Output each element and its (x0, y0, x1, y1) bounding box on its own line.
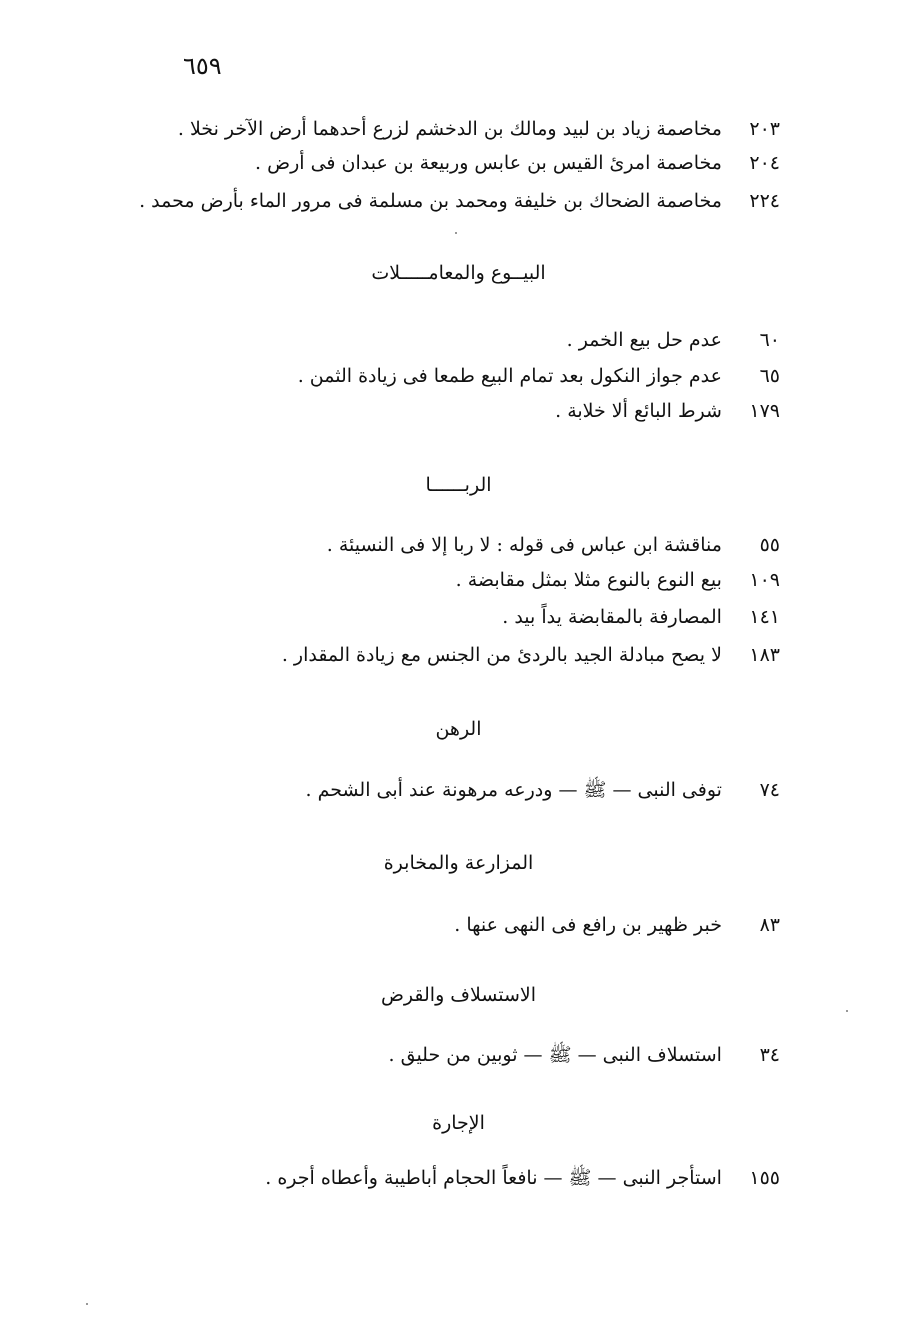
entry-number: ١٧٩ (749, 400, 780, 422)
index-entry (327, 530, 780, 560)
index-entry (178, 114, 780, 144)
entry-text: لا يصح مبادلة الجيد بالردئ من الجنس مع زيادة المقدار . (281, 644, 722, 666)
entry-number: ٥٥ (759, 534, 780, 556)
index-entry (265, 1163, 780, 1193)
entry-text: شرط البائع ألا خلابة . (555, 400, 722, 422)
index-entry (389, 1040, 780, 1070)
scan-speck (846, 1010, 848, 1012)
index-entry (255, 148, 780, 178)
scan-speck (86, 1303, 88, 1305)
section-heading-hire: الإجارة (432, 1112, 485, 1134)
entry-text: خبر ظهير بن رافع فى النهى عنها . (454, 914, 722, 936)
section-heading-sales: البيــوع والمعامـــــلات (371, 262, 546, 284)
entry-number: ٣٤ (759, 1044, 780, 1066)
entry-text: عدم حل بيع الخمر . (566, 329, 722, 351)
entry-number: ٢٠٣ (749, 118, 780, 140)
index-entry (454, 910, 780, 940)
entry-text: مخاصمة زياد بن لبيد ومالك بن الدخشم لزرع أحدهما أرض الآخر نخلا . (177, 118, 722, 140)
entry-number: ٨٣ (759, 914, 780, 936)
entry-text: استأجر النبى — ﷺ — نافعاً الحجام أباطيبة وأعطاه أجره . (265, 1167, 722, 1189)
index-entry (502, 602, 780, 632)
entry-text: المصارفة بالمقابضة يداً بيد . (502, 606, 722, 628)
section-heading-sharecropping: المزارعة والمخابرة (383, 852, 534, 874)
entry-number: ٦٥ (759, 365, 780, 387)
index-entry (305, 775, 780, 805)
index-entry (567, 325, 780, 355)
entry-number: ٢٢٤ (749, 190, 780, 212)
section-heading-riba: الربــــــا (425, 474, 492, 496)
entry-text: بيع النوع بالنوع مثلا بمثل مقابضة . (455, 569, 722, 591)
entry-text: مناقشة ابن عباس فى قوله : لا ربا إلا فى النسيئة . (326, 534, 722, 556)
scan-speck (455, 232, 457, 234)
entry-number: ١٨٣ (749, 644, 780, 666)
index-entry (456, 565, 780, 595)
entry-text: مخاصمة امرئ القيس بن عابس وربيعة بن عبدان فى أرض . (255, 152, 722, 174)
entry-text: توفى النبى — ﷺ — ودرعه مرهونة عند أبى الشحم . (305, 779, 722, 801)
section-heading-pledge: الرهن (435, 718, 482, 740)
entry-number: ١٠٩ (749, 569, 780, 591)
index-entry (282, 640, 780, 670)
entry-number: ٦٠ (759, 329, 780, 351)
index-entry (298, 361, 780, 391)
index-entry (139, 186, 780, 216)
entry-number: ٧٤ (759, 779, 780, 801)
entry-text: مخاصمة الضحاك بن خليفة ومحمد بن مسلمة فى مرور الماء بأرض محمد . (139, 190, 722, 212)
entry-number: ١٤١ (749, 606, 780, 628)
page-number: ٦٥٩ (183, 52, 222, 80)
entry-text: عدم جواز النكول بعد تمام البيع طمعا فى زيادة الثمن . (297, 365, 722, 387)
section-heading-loans: الاستسلاف والقرض (380, 984, 537, 1006)
index-entry (555, 396, 780, 426)
entry-number: ٢٠٤ (749, 152, 780, 174)
entry-number: ١٥٥ (749, 1167, 780, 1189)
entry-text: استسلاف النبى — ﷺ — ثوبين من حليق . (388, 1044, 722, 1066)
